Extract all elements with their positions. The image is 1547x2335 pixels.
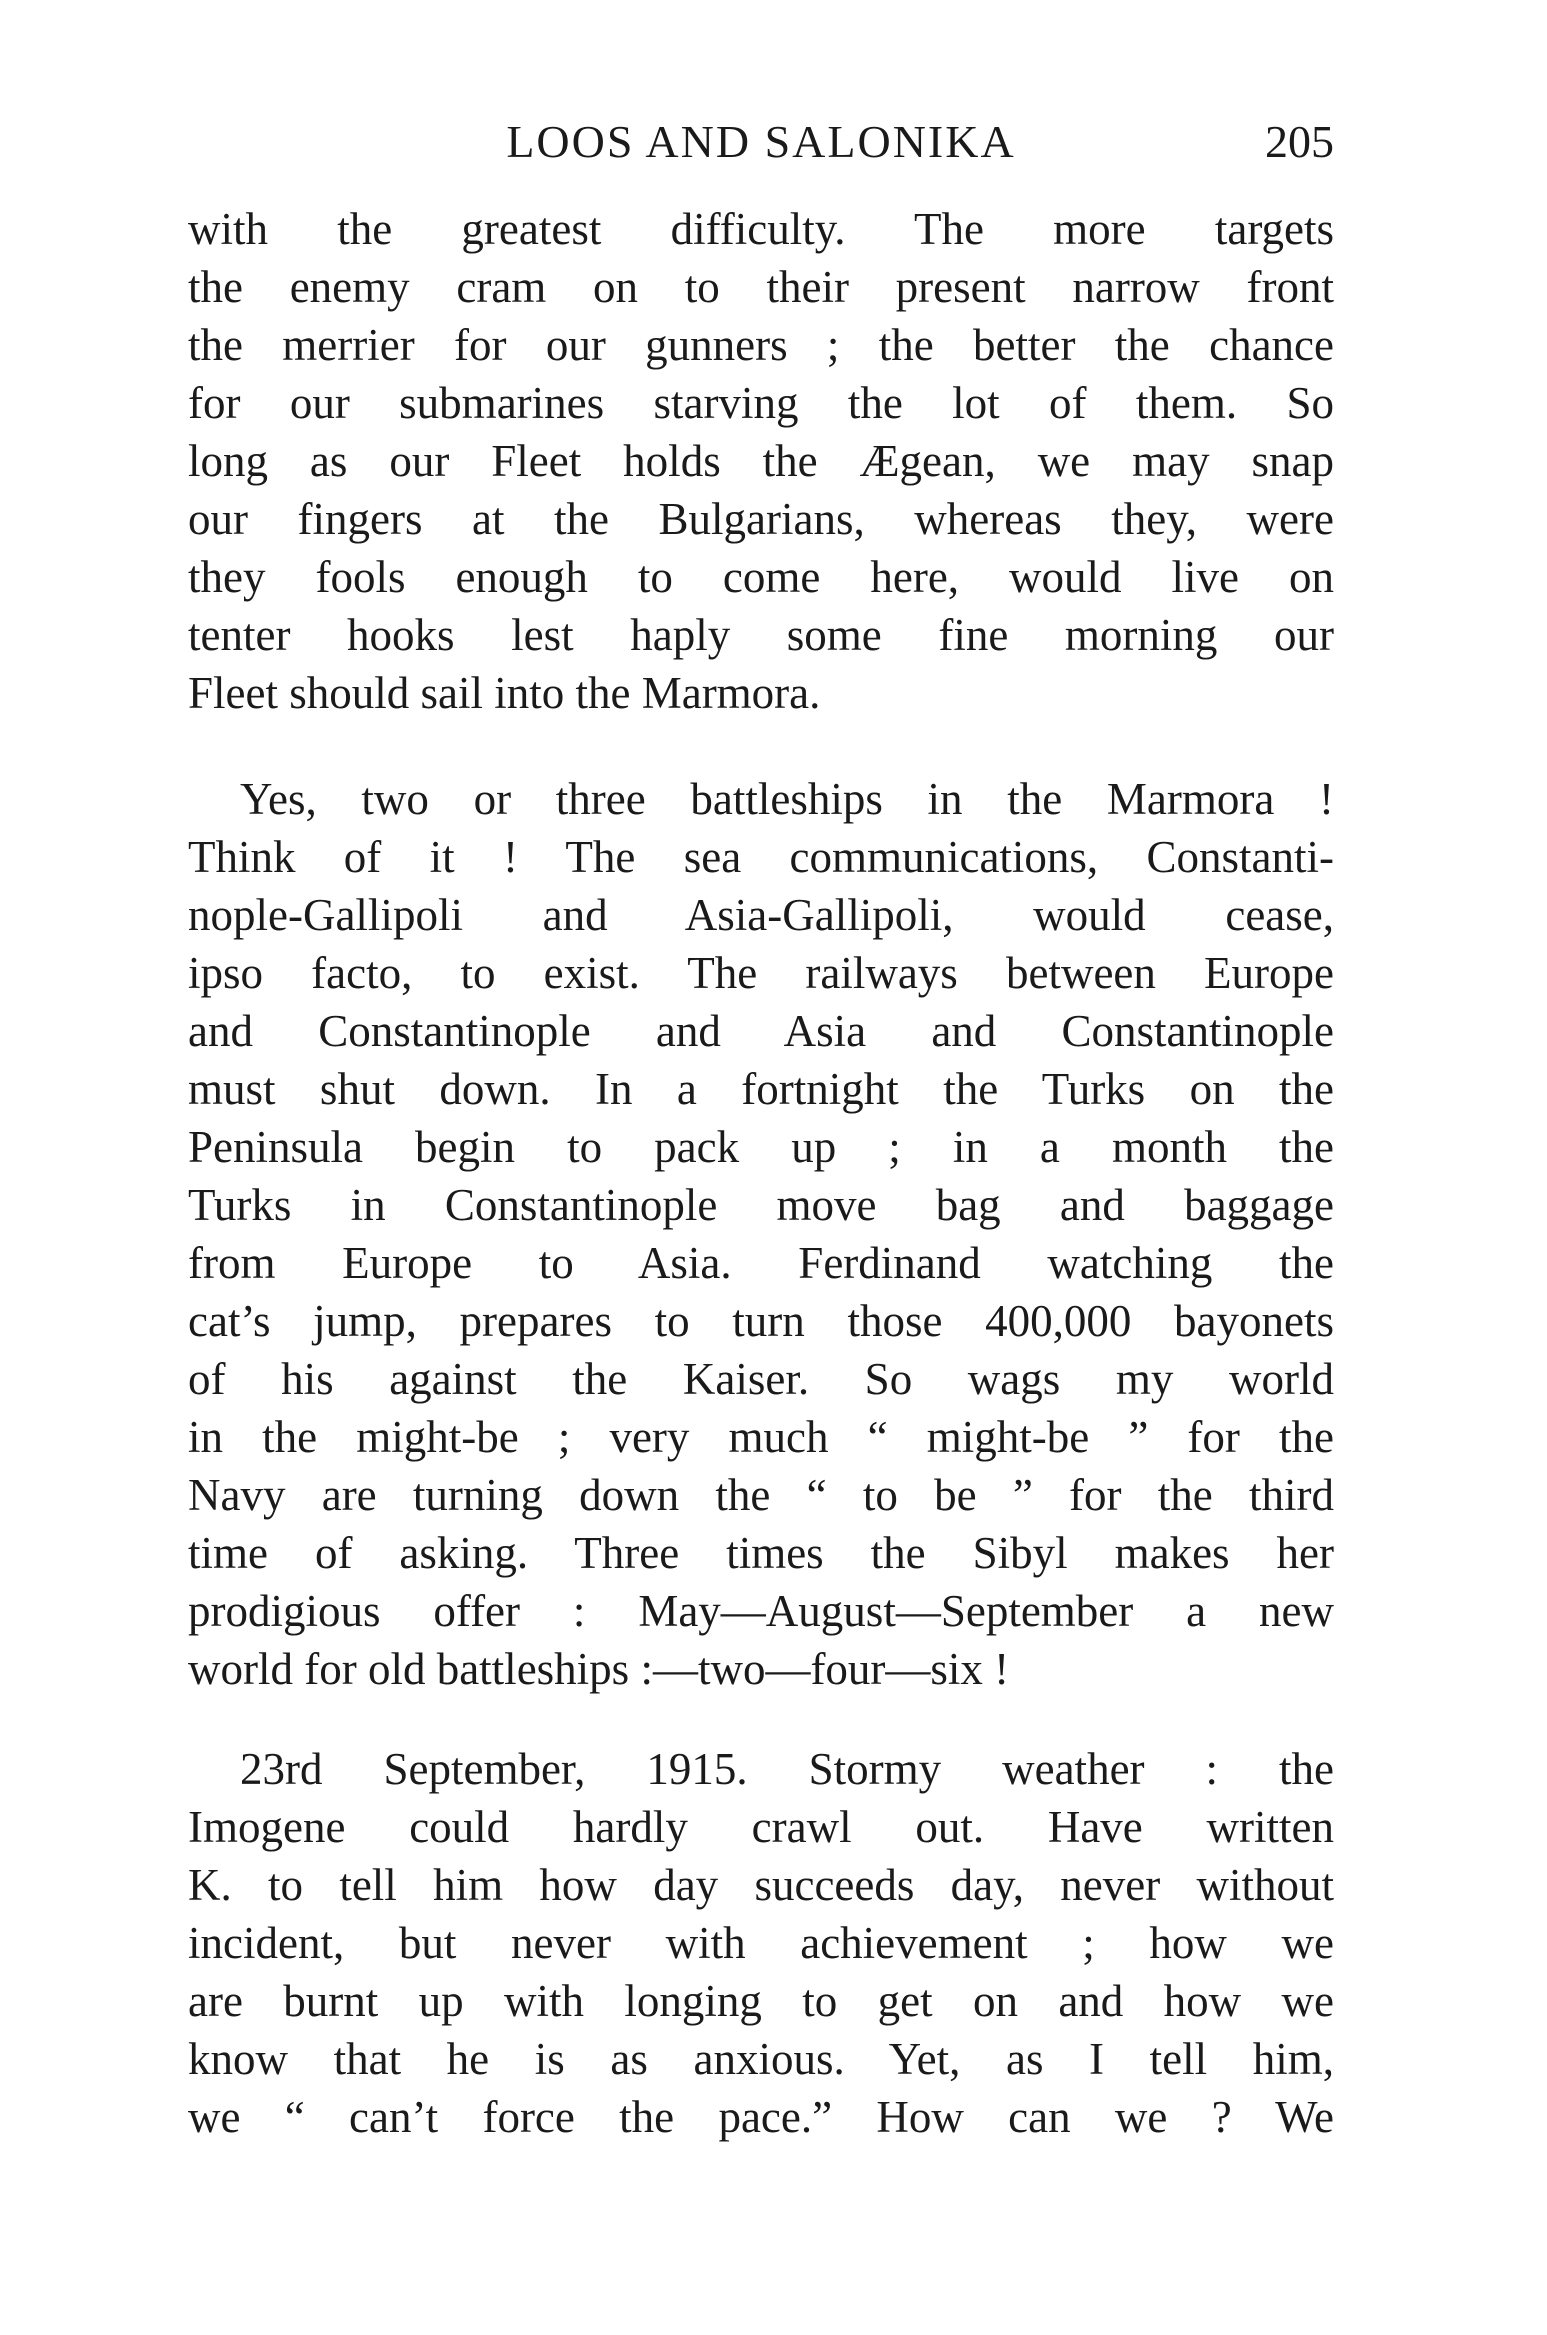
text-line: know that he is as anxious. Yet, as I tell him, <box>188 2034 1334 2084</box>
text-line: Imogene could hardly crawl out. Have written <box>188 1802 1334 1852</box>
text-line: incident, but never with achievement ; how we <box>188 1918 1334 1968</box>
text-line: in the might-be ; very much “ might-be ” for the <box>188 1412 1334 1462</box>
text-line: cat’s jump, prepares to turn those 400,000 bayonets <box>188 1296 1334 1346</box>
text-line: Turks in Constantinople move bag and baggage <box>188 1180 1334 1230</box>
text-line: Yes, two or three battleships in the Marmora ! <box>240 774 1334 824</box>
page-number: 205 <box>1265 116 1334 167</box>
text-line: nople-Gallipoli and Asia-Gallipoli, would cease, <box>188 890 1334 940</box>
text-line: long as our Fleet holds the Ægean, we may snap <box>188 436 1334 486</box>
paragraph-1 <box>188 200 1334 722</box>
text-line: 23rd September, 1915. Stormy weather : the <box>240 1744 1334 1794</box>
running-head <box>188 112 1334 172</box>
text-line: the merrier for our gunners ; the better the chance <box>188 320 1334 370</box>
text-line: from Europe to Asia. Ferdinand watching the <box>188 1238 1334 1288</box>
text-line: ipso facto, to exist. The railways between Europe <box>188 948 1334 998</box>
running-title: LOOS AND SALONIKA <box>506 116 1016 167</box>
text-line: tenter hooks lest haply some fine morning our <box>188 610 1334 660</box>
text-line: we “ can’t force the pace.” How can we ? We <box>188 2092 1334 2142</box>
paragraph-3 <box>188 1740 1334 2146</box>
text-line: K. to tell him how day succeeds day, never without <box>188 1860 1334 1910</box>
text-line: Navy are turning down the “ to be ” for the third <box>188 1470 1334 1520</box>
text-line: and Constantinople and Asia and Constantinople <box>188 1006 1334 1056</box>
text-line: our fingers at the Bulgarians, whereas they, were <box>188 494 1334 544</box>
text-line: are burnt up with longing to get on and how we <box>188 1976 1334 2026</box>
text-line: time of asking. Three times the Sibyl makes her <box>188 1528 1334 1578</box>
paragraph-2 <box>188 770 1334 1698</box>
text-line: Think of it ! The sea communications, Constanti- <box>188 832 1334 882</box>
text-line: prodigious offer : May—August—September a new <box>188 1586 1334 1636</box>
text-line: they fools enough to come here, would live on <box>188 552 1334 602</box>
text-line: of his against the Kaiser. So wags my world <box>188 1354 1334 1404</box>
text-line: Fleet should sail into the Marmora. <box>188 668 821 718</box>
text-line: for our submarines starving the lot of them. So <box>188 378 1334 428</box>
text-line: Peninsula begin to pack up ; in a month the <box>188 1122 1334 1172</box>
text-line: must shut down. In a fortnight the Turks on the <box>188 1064 1334 1114</box>
text-line: the enemy cram on to their present narrow front <box>188 262 1334 312</box>
text-line: with the greatest difficulty. The more targets <box>188 204 1334 254</box>
text-line: world for old battleships :—two—four—six ! <box>188 1644 1010 1694</box>
